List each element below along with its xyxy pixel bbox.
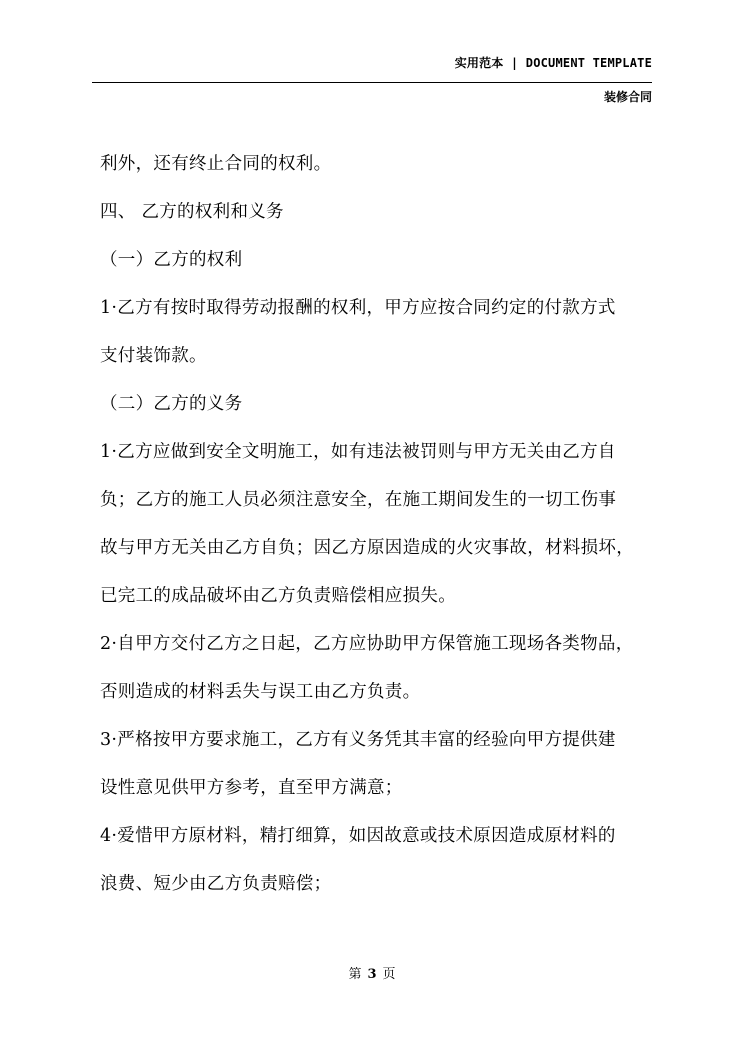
page-number: [0, 963, 744, 982]
paragraph-line: 设性意见供甲方参考，直至甲方满意；: [100, 778, 403, 798]
page-number-value: 3: [367, 967, 377, 982]
paragraph-line: 否则造成的材料丢失与误工由乙方负责。: [100, 682, 421, 702]
paragraph-line: 3·严格按甲方要求施工，乙方有义务凭其丰富的经验向甲方提供建: [100, 730, 616, 750]
paragraph-line: 支付装饰款。: [100, 346, 207, 366]
header-title: 实用范本 | DOCUMENT TEMPLATE: [454, 56, 652, 70]
document-body: [100, 140, 660, 908]
subsection-heading: （一）乙方的权利: [100, 250, 243, 270]
paragraph-line: 1·乙方应做到安全文明施工，如有违法被罚则与甲方无关由乙方自: [100, 442, 616, 462]
subsection-heading: （二）乙方的义务: [100, 394, 243, 414]
header-divider: [92, 82, 652, 83]
paragraph-line: 4·爱惜甲方原材料，精打细算，如因故意或技术原因造成原材料的: [100, 826, 616, 846]
paragraph-line: 浪费、短少由乙方负责赔偿；: [100, 874, 332, 894]
page-number-suffix: 页: [382, 967, 396, 982]
section-heading: 四、 乙方的权利和义务: [100, 202, 284, 222]
paragraph-line: 2·自甲方交付乙方之日起，乙方应协助甲方保管施工现场各类物品，: [100, 634, 634, 654]
paragraph-line: 已完工的成品破坏由乙方负责赔偿相应损失。: [100, 586, 456, 606]
page-number-prefix: 第: [348, 967, 362, 982]
paragraph-line: 负；乙方的施工人员必须注意安全，在施工期间发生的一切工伤事: [100, 490, 617, 510]
header-subtitle: 装修合同: [603, 90, 652, 104]
paragraph-line: 利外，还有终止合同的权利。: [100, 154, 332, 174]
paragraph-line: 1·乙方有按时取得劳动报酬的权利，甲方应按合同约定的付款方式: [100, 298, 616, 318]
paragraph-line: 故与甲方无关由乙方自负；因乙方原因造成的火灾事故，材料损坏，: [100, 538, 634, 558]
